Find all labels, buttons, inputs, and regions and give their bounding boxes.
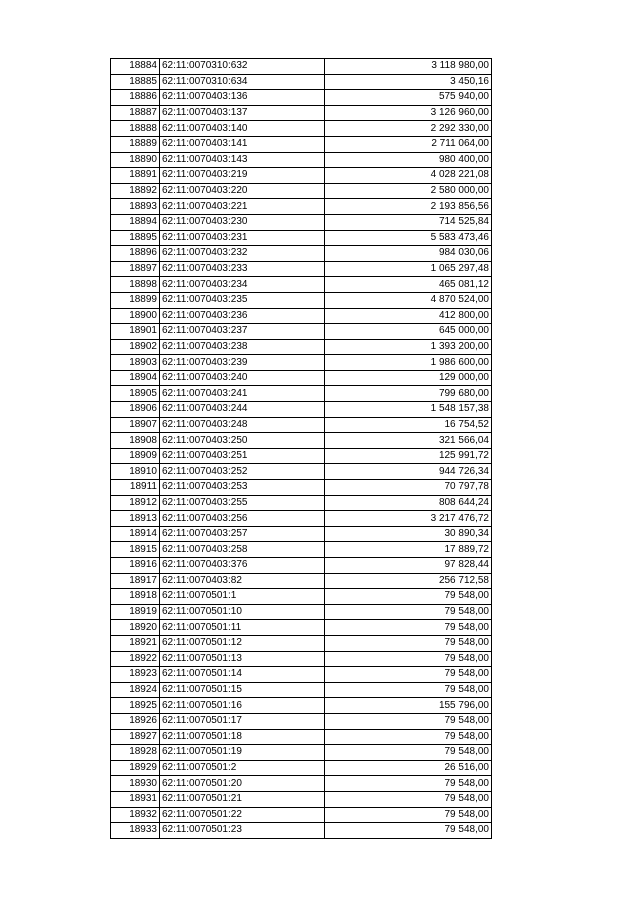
cadastral-number-cell: 62:11:0070501:22 xyxy=(160,807,325,823)
cadastral-value-cell: 79 548,00 xyxy=(325,713,492,729)
row-number-cell: 18913 xyxy=(111,511,160,527)
row-number-cell: 18900 xyxy=(111,308,160,324)
cadastral-value-cell: 984 030,06 xyxy=(325,246,492,262)
row-number-cell: 18920 xyxy=(111,620,160,636)
row-number-cell: 18925 xyxy=(111,698,160,714)
cadastral-number-cell: 62:11:0070501:21 xyxy=(160,791,325,807)
table-row xyxy=(111,214,492,230)
cadastral-value-cell: 79 548,00 xyxy=(325,682,492,698)
cadastral-number-cell: 62:11:0070403:233 xyxy=(160,261,325,277)
cadastral-value-cell: 79 548,00 xyxy=(325,807,492,823)
row-number-cell: 18928 xyxy=(111,745,160,761)
table-row xyxy=(111,573,492,589)
cadastral-number-cell: 62:11:0070403:236 xyxy=(160,308,325,324)
cadastral-value-cell: 97 828,44 xyxy=(325,558,492,574)
cadastral-value-cell: 944 726,34 xyxy=(325,464,492,480)
cadastral-number-cell: 62:11:0070501:14 xyxy=(160,667,325,683)
cadastral-number-cell: 62:11:0070403:250 xyxy=(160,433,325,449)
table-row xyxy=(111,355,492,371)
cadastral-value-cell: 79 548,00 xyxy=(325,823,492,839)
row-number-cell: 18894 xyxy=(111,214,160,230)
cadastral-number-cell: 62:11:0070501:10 xyxy=(160,604,325,620)
table-row xyxy=(111,651,492,667)
cadastral-value-cell: 799 680,00 xyxy=(325,386,492,402)
row-number-cell: 18887 xyxy=(111,105,160,121)
row-number-cell: 18918 xyxy=(111,589,160,605)
row-number-cell: 18907 xyxy=(111,417,160,433)
table-row xyxy=(111,277,492,293)
table-row xyxy=(111,59,492,75)
row-number-cell: 18933 xyxy=(111,823,160,839)
cadastral-value-cell: 4 870 524,00 xyxy=(325,292,492,308)
cadastral-number-cell: 62:11:0070310:634 xyxy=(160,74,325,90)
cadastral-number-cell: 62:11:0070403:258 xyxy=(160,542,325,558)
table-row xyxy=(111,729,492,745)
cadastral-number-cell: 62:11:0070403:253 xyxy=(160,480,325,496)
row-number-cell: 18914 xyxy=(111,526,160,542)
table-row xyxy=(111,199,492,215)
table-row xyxy=(111,152,492,168)
cadastral-number-cell: 62:11:0070403:140 xyxy=(160,121,325,137)
cadastral-number-cell: 62:11:0070501:13 xyxy=(160,651,325,667)
cadastral-number-cell: 62:11:0070403:137 xyxy=(160,105,325,121)
cadastral-value-cell: 256 712,58 xyxy=(325,573,492,589)
table-row xyxy=(111,480,492,496)
cadastral-number-cell: 62:11:0070403:232 xyxy=(160,246,325,262)
table-row xyxy=(111,370,492,386)
cadastral-number-cell: 62:11:0070403:234 xyxy=(160,277,325,293)
cadastral-number-cell: 62:11:0070403:241 xyxy=(160,386,325,402)
cadastral-number-cell: 62:11:0070501:1 xyxy=(160,589,325,605)
cadastral-value-cell: 79 548,00 xyxy=(325,620,492,636)
row-number-cell: 18908 xyxy=(111,433,160,449)
row-number-cell: 18931 xyxy=(111,791,160,807)
row-number-cell: 18901 xyxy=(111,324,160,340)
table-row xyxy=(111,261,492,277)
table-body xyxy=(111,59,492,839)
cadastral-value-cell: 808 644,24 xyxy=(325,495,492,511)
cadastral-number-cell: 62:11:0070501:2 xyxy=(160,760,325,776)
row-number-cell: 18906 xyxy=(111,402,160,418)
table-row xyxy=(111,74,492,90)
cadastral-number-cell: 62:11:0070403:252 xyxy=(160,464,325,480)
table-row xyxy=(111,136,492,152)
cadastral-value-cell: 79 548,00 xyxy=(325,776,492,792)
cadastral-number-cell: 62:11:0070501:11 xyxy=(160,620,325,636)
row-number-cell: 18916 xyxy=(111,558,160,574)
cadastral-number-cell: 62:11:0070403:237 xyxy=(160,324,325,340)
table-row xyxy=(111,823,492,839)
row-number-cell: 18919 xyxy=(111,604,160,620)
cadastral-value-cell: 3 217 476,72 xyxy=(325,511,492,527)
row-number-cell: 18890 xyxy=(111,152,160,168)
table-row xyxy=(111,448,492,464)
row-number-cell: 18889 xyxy=(111,136,160,152)
cadastral-value-cell: 5 583 473,46 xyxy=(325,230,492,246)
row-number-cell: 18888 xyxy=(111,121,160,137)
row-number-cell: 18915 xyxy=(111,542,160,558)
table-row xyxy=(111,542,492,558)
table-row xyxy=(111,589,492,605)
cadastral-value-cell: 1 548 157,38 xyxy=(325,402,492,418)
table-row xyxy=(111,620,492,636)
cadastral-number-cell: 62:11:0070403:238 xyxy=(160,339,325,355)
table-row xyxy=(111,511,492,527)
table-row xyxy=(111,713,492,729)
row-number-cell: 18909 xyxy=(111,448,160,464)
row-number-cell: 18884 xyxy=(111,59,160,75)
row-number-cell: 18921 xyxy=(111,635,160,651)
cadastral-number-cell: 62:11:0070403:235 xyxy=(160,292,325,308)
row-number-cell: 18885 xyxy=(111,74,160,90)
cadastral-value-cell: 3 450,16 xyxy=(325,74,492,90)
cadastral-value-cell: 79 548,00 xyxy=(325,604,492,620)
row-number-cell: 18926 xyxy=(111,713,160,729)
table-row xyxy=(111,433,492,449)
table-row xyxy=(111,308,492,324)
cadastral-number-cell: 62:11:0070403:221 xyxy=(160,199,325,215)
cadastral-value-cell: 129 000,00 xyxy=(325,370,492,386)
cadastral-number-cell: 62:11:0070403:230 xyxy=(160,214,325,230)
row-number-cell: 18929 xyxy=(111,760,160,776)
table-row xyxy=(111,604,492,620)
table-row xyxy=(111,526,492,542)
row-number-cell: 18911 xyxy=(111,480,160,496)
row-number-cell: 18903 xyxy=(111,355,160,371)
table-row xyxy=(111,464,492,480)
cadastral-number-cell: 62:11:0070403:136 xyxy=(160,90,325,106)
row-number-cell: 18893 xyxy=(111,199,160,215)
cadastral-value-cell: 465 081,12 xyxy=(325,277,492,293)
row-number-cell: 18902 xyxy=(111,339,160,355)
cadastral-value-cell: 3 126 960,00 xyxy=(325,105,492,121)
table-row xyxy=(111,776,492,792)
cadastral-number-cell: 62:11:0070403:240 xyxy=(160,370,325,386)
cadastral-value-cell: 412 800,00 xyxy=(325,308,492,324)
cadastral-value-cell: 1 393 200,00 xyxy=(325,339,492,355)
cadastral-number-cell: 62:11:0070403:239 xyxy=(160,355,325,371)
row-number-cell: 18895 xyxy=(111,230,160,246)
table-row xyxy=(111,386,492,402)
row-number-cell: 18923 xyxy=(111,667,160,683)
table-row xyxy=(111,760,492,776)
row-number-cell: 18896 xyxy=(111,246,160,262)
row-number-cell: 18904 xyxy=(111,370,160,386)
row-number-cell: 18898 xyxy=(111,277,160,293)
cadastral-number-cell: 62:11:0070403:143 xyxy=(160,152,325,168)
cadastral-value-cell: 2 580 000,00 xyxy=(325,183,492,199)
row-number-cell: 18927 xyxy=(111,729,160,745)
cadastral-value-cell: 2 193 856,56 xyxy=(325,199,492,215)
table-row xyxy=(111,558,492,574)
table-row xyxy=(111,324,492,340)
table-row xyxy=(111,246,492,262)
cadastral-value-cell: 16 754,52 xyxy=(325,417,492,433)
row-number-cell: 18897 xyxy=(111,261,160,277)
table-row xyxy=(111,402,492,418)
row-number-cell: 18891 xyxy=(111,168,160,184)
cadastral-number-cell: 62:11:0070403:231 xyxy=(160,230,325,246)
row-number-cell: 18910 xyxy=(111,464,160,480)
cadastral-value-cell: 2 292 330,00 xyxy=(325,121,492,137)
row-number-cell: 18922 xyxy=(111,651,160,667)
cadastral-value-cell: 714 525,84 xyxy=(325,214,492,230)
table-row xyxy=(111,183,492,199)
cadastral-number-cell: 62:11:0070403:82 xyxy=(160,573,325,589)
row-number-cell: 18912 xyxy=(111,495,160,511)
cadastral-value-cell: 26 516,00 xyxy=(325,760,492,776)
row-number-cell: 18899 xyxy=(111,292,160,308)
table-row xyxy=(111,698,492,714)
cadastral-number-cell: 62:11:0070403:256 xyxy=(160,511,325,527)
cadastral-value-cell: 79 548,00 xyxy=(325,651,492,667)
cadastral-value-cell: 125 991,72 xyxy=(325,448,492,464)
cadastral-value-cell: 1 065 297,48 xyxy=(325,261,492,277)
cadastral-number-cell: 62:11:0070501:12 xyxy=(160,635,325,651)
table-row xyxy=(111,105,492,121)
cadastral-number-cell: 62:11:0070403:248 xyxy=(160,417,325,433)
cadastral-number-cell: 62:11:0070501:17 xyxy=(160,713,325,729)
table-row xyxy=(111,791,492,807)
table-row xyxy=(111,417,492,433)
cadastral-number-cell: 62:11:0070501:18 xyxy=(160,729,325,745)
cadastral-value-cell: 321 566,04 xyxy=(325,433,492,449)
cadastral-value-table xyxy=(110,58,492,839)
table-row xyxy=(111,667,492,683)
cadastral-value-cell: 70 797,78 xyxy=(325,480,492,496)
row-number-cell: 18932 xyxy=(111,807,160,823)
cadastral-number-cell: 62:11:0070501:20 xyxy=(160,776,325,792)
cadastral-number-cell: 62:11:0070403:141 xyxy=(160,136,325,152)
row-number-cell: 18905 xyxy=(111,386,160,402)
cadastral-number-cell: 62:11:0070501:19 xyxy=(160,745,325,761)
table-row xyxy=(111,90,492,106)
cadastral-value-cell: 79 548,00 xyxy=(325,745,492,761)
row-number-cell: 18917 xyxy=(111,573,160,589)
cadastral-number-cell: 62:11:0070403:219 xyxy=(160,168,325,184)
table-row xyxy=(111,682,492,698)
row-number-cell: 18892 xyxy=(111,183,160,199)
cadastral-value-cell: 575 940,00 xyxy=(325,90,492,106)
cadastral-number-cell: 62:11:0070501:15 xyxy=(160,682,325,698)
table-row xyxy=(111,230,492,246)
cadastral-value-cell: 79 548,00 xyxy=(325,589,492,605)
cadastral-number-cell: 62:11:0070403:376 xyxy=(160,558,325,574)
cadastral-value-cell: 980 400,00 xyxy=(325,152,492,168)
cadastral-value-cell: 30 890,34 xyxy=(325,526,492,542)
table-row xyxy=(111,495,492,511)
row-number-cell: 18886 xyxy=(111,90,160,106)
cadastral-number-cell: 62:11:0070501:16 xyxy=(160,698,325,714)
cadastral-number-cell: 62:11:0070310:632 xyxy=(160,59,325,75)
row-number-cell: 18924 xyxy=(111,682,160,698)
cadastral-value-cell: 155 796,00 xyxy=(325,698,492,714)
table-row xyxy=(111,292,492,308)
table-row xyxy=(111,807,492,823)
table-row xyxy=(111,635,492,651)
cadastral-value-cell: 79 548,00 xyxy=(325,729,492,745)
cadastral-value-cell: 2 711 064,00 xyxy=(325,136,492,152)
cadastral-value-cell: 1 986 600,00 xyxy=(325,355,492,371)
table-row xyxy=(111,121,492,137)
cadastral-number-cell: 62:11:0070403:251 xyxy=(160,448,325,464)
cadastral-value-cell: 79 548,00 xyxy=(325,635,492,651)
cadastral-number-cell: 62:11:0070403:220 xyxy=(160,183,325,199)
cadastral-number-cell: 62:11:0070403:244 xyxy=(160,402,325,418)
cadastral-number-cell: 62:11:0070501:23 xyxy=(160,823,325,839)
cadastral-value-cell: 17 889,72 xyxy=(325,542,492,558)
cadastral-value-cell: 3 118 980,00 xyxy=(325,59,492,75)
cadastral-value-cell: 79 548,00 xyxy=(325,791,492,807)
cadastral-value-cell: 4 028 221,08 xyxy=(325,168,492,184)
cadastral-value-cell: 79 548,00 xyxy=(325,667,492,683)
row-number-cell: 18930 xyxy=(111,776,160,792)
table-row xyxy=(111,339,492,355)
table-row xyxy=(111,168,492,184)
cadastral-value-cell: 645 000,00 xyxy=(325,324,492,340)
cadastral-number-cell: 62:11:0070403:255 xyxy=(160,495,325,511)
table-row xyxy=(111,745,492,761)
cadastral-number-cell: 62:11:0070403:257 xyxy=(160,526,325,542)
